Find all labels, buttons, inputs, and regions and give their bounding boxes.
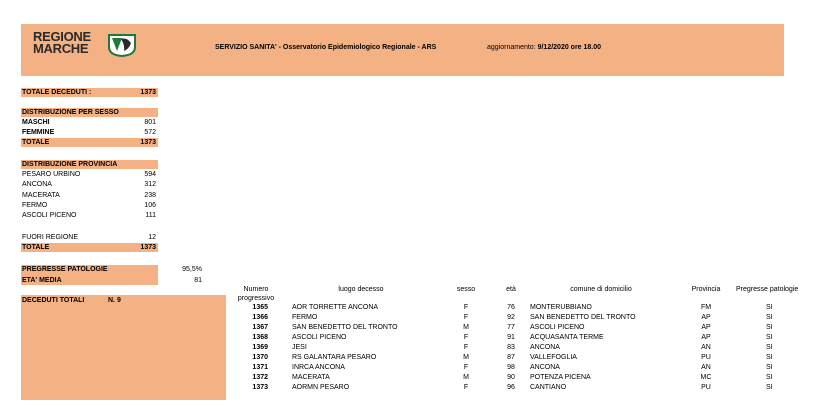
fuori-regione-label: FUORI REGIONE xyxy=(22,234,79,241)
cell-numero: 1372 xyxy=(252,374,268,381)
cell-provincia: AN xyxy=(701,344,711,351)
cell-patologie: SI xyxy=(766,364,773,371)
table-row xyxy=(226,333,811,343)
provincia-value: 238 xyxy=(144,192,156,199)
eta-label: ETA' MEDIA xyxy=(22,277,62,284)
cell-sesso: F xyxy=(463,384,469,391)
col-header-sesso: sesso xyxy=(456,286,476,293)
totale-deceduti-value: 1373 xyxy=(140,89,156,96)
cell-patologie: SI xyxy=(766,304,773,311)
eta-value: 81 xyxy=(194,277,202,284)
col-header-luogo: luogo decesso xyxy=(338,286,384,293)
cell-eta: 76 xyxy=(507,304,515,311)
cell-patologie: SI xyxy=(766,384,773,391)
cell-luogo: SAN BENEDETTO DEL TRONTO xyxy=(292,324,398,331)
cell-luogo: INRCA ANCONA xyxy=(292,364,345,371)
provincia-value: 111 xyxy=(145,212,156,219)
cell-comune: POTENZA PICENA xyxy=(530,374,591,381)
cell-provincia: AP xyxy=(701,314,711,321)
table-row xyxy=(226,373,811,383)
cell-comune: ASCOLI PICENO xyxy=(530,324,585,331)
fuori-regione-value: 12 xyxy=(148,234,156,241)
cell-eta: 90 xyxy=(507,374,515,381)
cell-patologie: SI xyxy=(766,374,773,381)
cell-comune: ANCONA xyxy=(530,344,560,351)
update-label: aggiornamento: xyxy=(487,44,538,51)
deceduti-n-label: N. 9 xyxy=(108,297,121,304)
logo-line-2: MARCHE xyxy=(33,41,89,56)
totale-deceduti-label: TOTALE DECEDUTI : xyxy=(22,89,92,96)
sesso-value: 801 xyxy=(144,119,156,126)
provincia-total-label: TOTALE xyxy=(22,244,50,251)
cell-eta: 83 xyxy=(507,344,515,351)
table-row xyxy=(226,313,811,323)
cell-comune: ANCONA xyxy=(530,364,560,371)
cell-patologie: SI xyxy=(766,334,773,341)
table-row xyxy=(226,343,811,353)
table-header-row xyxy=(226,285,811,303)
cell-comune: CANTIANO xyxy=(530,384,567,391)
regione-marche-logo xyxy=(33,31,143,61)
cell-sesso: F xyxy=(463,314,469,321)
col-header-numero xyxy=(226,285,286,303)
cell-luogo: ASCOLI PICENO xyxy=(292,334,347,341)
col-header-comune: comune di domicilio xyxy=(570,286,632,293)
cell-sesso: F xyxy=(463,334,469,341)
logo-line-1: REGIONE xyxy=(33,29,91,44)
col-header-provincia: Provincia xyxy=(691,286,721,293)
col-header-patologie: Pregresse patologie xyxy=(736,286,799,293)
cell-eta: 96 xyxy=(507,384,515,391)
cell-numero: 1365 xyxy=(252,304,268,311)
cell-numero: 1366 xyxy=(252,314,268,321)
cell-patologie: SI xyxy=(766,324,773,331)
cell-luogo: AORMN PESARO xyxy=(292,384,350,391)
provincia-label: ASCOLI PICENO xyxy=(22,212,77,219)
sesso-label: MASCHI xyxy=(22,119,50,126)
cell-numero: 1369 xyxy=(252,344,268,351)
provincia-label: PESARO URBINO xyxy=(22,171,81,178)
cell-numero: 1368 xyxy=(252,334,268,341)
sesso-title: DISTRIBUZIONE PER SESSO xyxy=(22,109,119,116)
cell-luogo: AOR TORRETTE ANCONA xyxy=(292,304,379,311)
cell-eta: 87 xyxy=(507,354,515,361)
cell-provincia: PU xyxy=(701,354,711,361)
sesso-total-value: 1373 xyxy=(140,139,156,146)
table-row xyxy=(226,353,811,363)
cell-sesso: F xyxy=(463,304,469,311)
cell-provincia: PU xyxy=(701,384,711,391)
table-row xyxy=(226,363,811,373)
provincia-total-value: 1373 xyxy=(140,244,156,251)
provincia-label: ANCONA xyxy=(22,181,52,188)
cell-sesso: M xyxy=(463,374,469,381)
cell-comune: ACQUASANTA TERME xyxy=(530,334,604,341)
cell-numero: 1373 xyxy=(252,384,268,391)
cell-eta: 98 xyxy=(507,364,515,371)
table-row xyxy=(226,323,811,333)
provincia-value: 106 xyxy=(144,202,156,209)
provincia-label: MACERATA xyxy=(22,192,60,199)
col-header-eta: età xyxy=(506,286,516,293)
provincia-value: 594 xyxy=(144,171,156,178)
patologie-label: PREGRESSE PATOLOGIE xyxy=(22,266,108,273)
patologie-value: 95,5% xyxy=(182,266,202,273)
cell-provincia: AN xyxy=(701,364,711,371)
sesso-total-label: TOTALE xyxy=(22,139,50,146)
sesso-value: 572 xyxy=(144,129,156,136)
provincia-label: FERMO xyxy=(22,202,48,209)
cell-provincia: AP xyxy=(701,324,711,331)
table-row xyxy=(226,383,811,393)
cell-sesso: F xyxy=(463,344,469,351)
cell-eta: 92 xyxy=(507,314,515,321)
cell-provincia: MC xyxy=(700,374,712,381)
cell-luogo: FERMO xyxy=(292,314,318,321)
deceduti-table xyxy=(226,285,811,393)
col-header-numero-line2: progressivo xyxy=(237,295,275,302)
cell-comune: MONTERUBBIANO xyxy=(530,304,592,311)
deceduti-totali-label: DECEDUTI TOTALI xyxy=(22,297,85,304)
deceduti-totali-panel xyxy=(21,295,226,400)
cell-comune: VALLEFOGLIA xyxy=(530,354,577,361)
table-row xyxy=(226,303,811,313)
cell-numero: 1370 xyxy=(252,354,268,361)
cell-eta: 77 xyxy=(507,324,515,331)
cell-patologie: SI xyxy=(766,314,773,321)
cell-eta: 91 xyxy=(507,334,515,341)
cell-sesso: M xyxy=(463,354,469,361)
cell-patologie: SI xyxy=(766,344,773,351)
cell-luogo: MACERATA xyxy=(292,374,330,381)
update-info xyxy=(487,44,601,51)
sesso-label: FEMMINE xyxy=(22,129,55,136)
service-title: SERVIZIO SANITA' - Osservatorio Epidemiologico Regionale - ARS xyxy=(215,44,437,51)
cell-numero: 1367 xyxy=(252,324,268,331)
provincia-value: 312 xyxy=(144,181,156,188)
update-value: 9/12/2020 ore 18.00 xyxy=(537,44,602,51)
cell-sesso: M xyxy=(463,324,469,331)
cell-comune: SAN BENEDETTO DEL TRONTO xyxy=(530,314,636,321)
cell-numero: 1371 xyxy=(252,364,268,371)
provincia-title: DISTRIBUZIONE PROVINCIA xyxy=(22,161,118,168)
cell-provincia: AP xyxy=(701,334,711,341)
cell-luogo: RS GALANTARA PESARO xyxy=(292,354,377,361)
cell-luogo: JESI xyxy=(292,344,307,351)
col-header-numero-line1: Numero xyxy=(243,286,269,293)
cell-sesso: F xyxy=(463,364,469,371)
regione-marche-emblem-icon xyxy=(107,33,137,57)
cell-patologie: SI xyxy=(766,354,773,361)
cell-provincia: FM xyxy=(700,304,712,311)
